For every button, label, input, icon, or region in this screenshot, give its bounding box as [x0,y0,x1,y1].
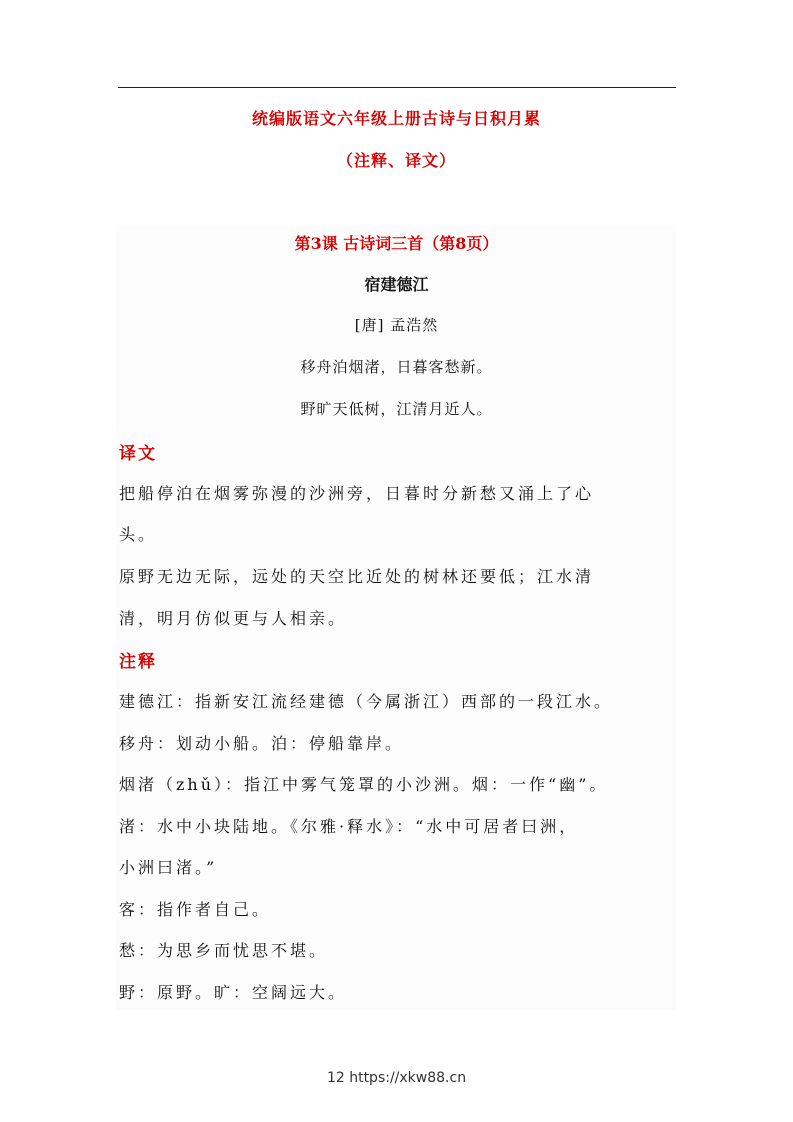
lesson-heading: 第3课 古诗词三首（第8页） [294,234,499,253]
poem-line: 野旷天低树，江清月近人。 [300,400,493,418]
note-line: 移舟：划动小船。泊：停船靠岸。 [119,734,405,753]
translation-line: 把船停泊在烟雾弥漫的沙洲旁，日暮时分新愁又涌上了心 [119,484,595,503]
poem-line: 移舟泊烟渚，日暮客愁新。 [300,358,493,376]
note-line: 烟渚（zhǔ）：指江中雾气笼罩的小沙洲。烟：一作“幽”。 [119,775,609,794]
translation-label: 译文 [119,444,157,464]
note-line: 野：原野。旷：空阔远大。 [119,983,348,1002]
translation-line: 清，明月仿似更与人相亲。 [119,609,348,628]
poem-title: 宿建德江 [364,275,429,294]
top-divider [118,87,676,88]
document-subtitle: （注释、译文） [336,151,456,170]
note-line: 渚：水中小块陆地。《尔雅·释水》：“水中可居者曰洲， [119,817,579,836]
document-title: 统编版语文六年级上册古诗与日积月累 [251,109,541,128]
notes-label: 注释 [119,652,157,672]
translation-line: 头。 [119,525,158,544]
note-line: 小洲曰渚。” [119,858,218,877]
note-line: 客：指作者自己。 [119,900,272,919]
page-footer: 12 https://xkw88.cn [326,1070,467,1086]
translation-line: 原野无边无际，远处的天空比近处的树林还要低；江水清 [119,567,595,586]
note-line: 建德江：指新安江流经建德（今属浙江）西部的一段江水。 [119,692,614,711]
poem-author: [唐] 孟浩然 [354,316,439,334]
note-line: 愁：为思乡而忧思不堪。 [119,941,329,960]
